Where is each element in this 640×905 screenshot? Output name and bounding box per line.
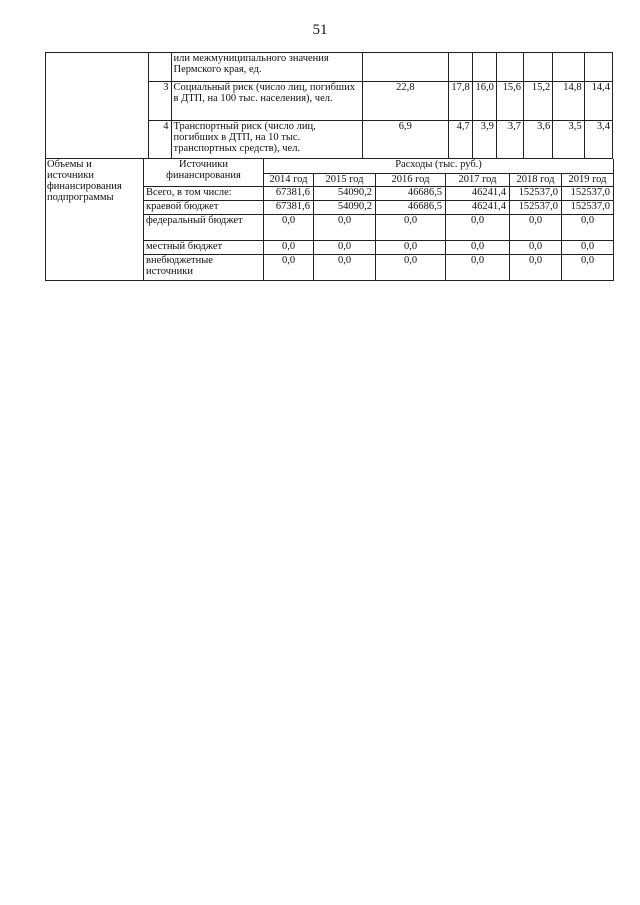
financing-source-label: местный бюджет [144, 240, 264, 254]
financing-value: 0,0 [446, 240, 510, 254]
financing-value: 152537,0 [562, 200, 614, 214]
financing-value: 0,0 [314, 240, 376, 254]
empty-num-cell [148, 53, 171, 82]
financing-value: 46241,4 [446, 186, 510, 200]
financing-table [45, 159, 614, 281]
financing-value: 67381,6 [264, 186, 314, 200]
financing-value: 0,0 [562, 254, 614, 280]
financing-value: 0,0 [510, 254, 562, 280]
financing-value: 0,0 [562, 240, 614, 254]
indicators-table [45, 52, 613, 159]
indicator-value: 3,4 [584, 121, 612, 159]
financing-source-label: федеральный бюджет [144, 214, 264, 240]
financing-value: 0,0 [264, 240, 314, 254]
indicator-base-value: 22,8 [362, 82, 448, 121]
financing-value: 54090,2 [314, 186, 376, 200]
year-header: 2014 год [264, 173, 314, 186]
financing-value: 0,0 [446, 254, 510, 280]
indicator-value: 15,6 [496, 82, 523, 121]
financing-value: 0,0 [376, 214, 446, 240]
financing-value: 0,0 [376, 240, 446, 254]
indicator-value: 3,6 [524, 121, 553, 159]
financing-section-label: Объемы и источники финансирования подпрограммы [46, 159, 144, 280]
indicator-value: 3,7 [496, 121, 523, 159]
indicator-value: 4,7 [448, 121, 472, 159]
indicator-value: 14,4 [584, 82, 612, 121]
financing-value: 152537,0 [510, 186, 562, 200]
year-header: 2017 год [446, 173, 510, 186]
indicator-continuation-row [46, 53, 613, 82]
indicator-value: 17,8 [448, 82, 472, 121]
financing-value: 0,0 [314, 254, 376, 280]
financing-value: 0,0 [376, 254, 446, 280]
expenses-header: Расходы (тыс. руб.) [264, 159, 614, 173]
financing-value: 0,0 [510, 214, 562, 240]
indicator-num: 4 [148, 121, 171, 159]
year-header: 2019 год [562, 173, 614, 186]
indicator-name: Социальный риск (число лиц, погибших в ДТП, на 100 тыс. населения), чел. [171, 82, 362, 121]
financing-value: 0,0 [510, 240, 562, 254]
indicator-base-value: 6,9 [362, 121, 448, 159]
indicator-value: 15,2 [524, 82, 553, 121]
financing-value: 46241,4 [446, 200, 510, 214]
indicator-num: 3 [148, 82, 171, 121]
financing-value: 46686,5 [376, 186, 446, 200]
indicator-value: 3,9 [472, 121, 496, 159]
financing-source-label: Всего, в том числе: [144, 186, 264, 200]
empty-left-cell [46, 53, 149, 159]
financing-value: 152537,0 [562, 186, 614, 200]
financing-value: 0,0 [562, 214, 614, 240]
indicator-value: 16,0 [472, 82, 496, 121]
financing-header-row [46, 159, 614, 173]
financing-source-label: краевой бюджет [144, 200, 264, 214]
financing-value: 46686,5 [376, 200, 446, 214]
page-number: 51 [312, 22, 328, 38]
financing-value: 0,0 [264, 254, 314, 280]
continuation-text: или межмуниципального значения Пермского края, ед. [171, 53, 362, 82]
year-header: 2018 год [510, 173, 562, 186]
year-header: 2015 год [314, 173, 376, 186]
indicator-value: 3,5 [553, 121, 584, 159]
financing-value: 0,0 [446, 214, 510, 240]
year-header: 2016 год [376, 173, 446, 186]
financing-value: 0,0 [314, 214, 376, 240]
sources-header: Источники финансирования [144, 159, 264, 186]
indicator-value: 14,8 [553, 82, 584, 121]
financing-value: 54090,2 [314, 200, 376, 214]
financing-value: 67381,6 [264, 200, 314, 214]
financing-source-label: внебюджетные источники [144, 254, 264, 280]
financing-value: 152537,0 [510, 200, 562, 214]
document-sheet [45, 52, 613, 281]
indicator-name: Транспортный риск (число лиц, погибших в ДТП, на 10 тыс. транспортных средств), чел. [171, 121, 362, 159]
financing-value: 0,0 [264, 214, 314, 240]
